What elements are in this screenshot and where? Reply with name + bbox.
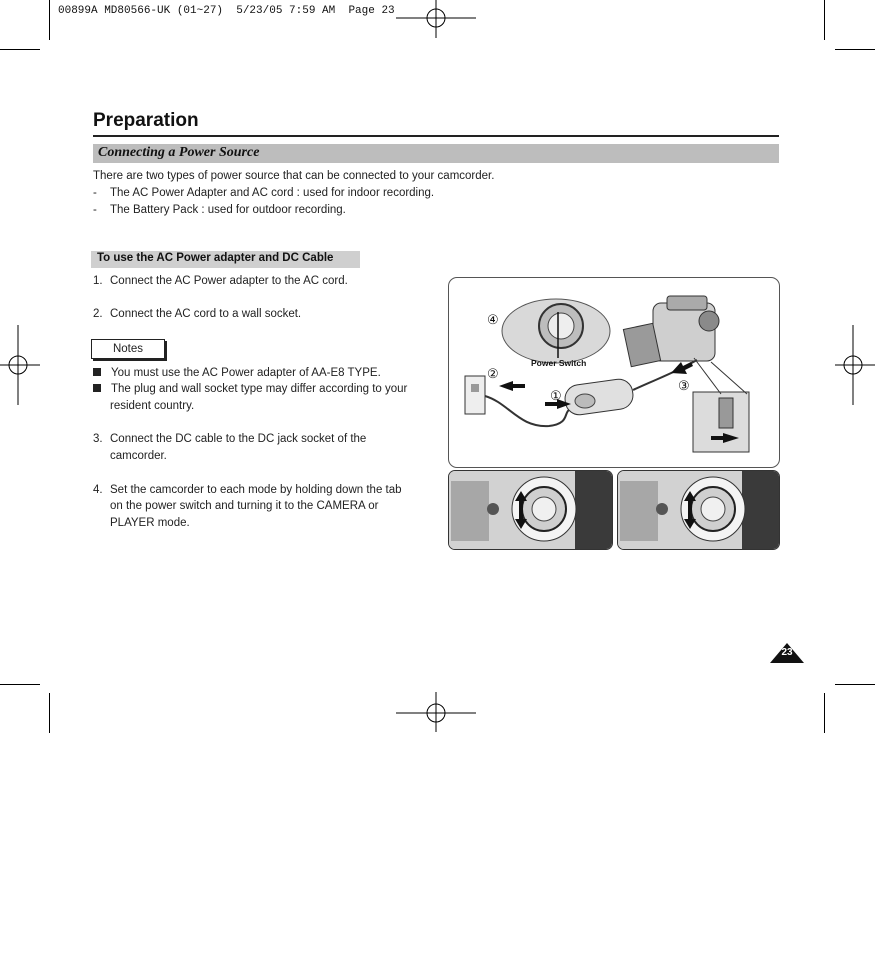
list-item: - The AC Power Adapter and AC cord : used for indoor recording. (93, 187, 435, 199)
registration-mark-left (0, 325, 40, 405)
connection-illustration (448, 277, 780, 468)
square-bullet-icon (93, 384, 101, 392)
crop-mark (49, 0, 50, 40)
note-item (93, 381, 407, 398)
list-item-text: The Battery Pack : used for outdoor recording. (110, 204, 346, 216)
step-text-continued: camcorder. (110, 450, 167, 462)
step-marker-1: ① (550, 388, 562, 403)
step-marker-3: ③ (678, 378, 690, 393)
title-rule (93, 135, 779, 137)
step-marker-4: ④ (487, 312, 499, 327)
page-number: 23 (781, 647, 793, 658)
page-title: Preparation (93, 110, 199, 131)
step-3 (93, 431, 366, 448)
note-text: The plug and wall socket type may differ according to your (111, 383, 408, 395)
crop-mark (824, 0, 825, 40)
registration-mark-bottom (396, 692, 476, 732)
section-title: Connecting a Power Source (98, 145, 260, 160)
power-switch-dial-diagram (449, 471, 612, 549)
power-switch-label: Power Switch (531, 358, 587, 368)
intro-text: There are two types of power source that can be connected to your camcorder. (93, 170, 495, 182)
list-item-text: The AC Power Adapter and AC cord : used for indoor recording. (110, 187, 435, 199)
step-text-continued: on the power switch and turning it to the CAMERA or (110, 500, 379, 512)
step-1 (93, 273, 348, 290)
step-number: 4. (93, 484, 103, 496)
note-item (93, 365, 381, 382)
note-text-continued: resident country. (110, 400, 195, 412)
step-text: Connect the DC cable to the DC jack socket of the (110, 433, 367, 445)
crop-mark (835, 49, 875, 50)
step-text-continued: PLAYER mode. (110, 517, 190, 529)
step-2 (93, 306, 301, 323)
registration-mark-top (396, 0, 476, 38)
notes-label: Notes (91, 339, 165, 359)
step-number: 1. (93, 275, 103, 287)
crop-mark (0, 684, 40, 685)
step-4 (93, 482, 402, 499)
power-switch-dial-diagram (618, 471, 779, 549)
subsection-title: To use the AC Power adapter and DC Cable (97, 252, 334, 264)
step-text: Set the camcorder to each mode by holding down the tab (110, 484, 402, 496)
crop-mark (0, 49, 40, 50)
crop-mark (49, 693, 50, 733)
crop-mark (824, 693, 825, 733)
note-text: You must use the AC Power adapter of AA-E8 TYPE. (111, 367, 381, 379)
step-text: Connect the AC cord to a wall socket. (110, 308, 302, 320)
step-number: 3. (93, 433, 103, 445)
print-header: 00899A MD80566-UK (01~27) 5/23/05 7:59 AM Page 23 (58, 5, 395, 17)
step-text: Connect the AC Power adapter to the AC cord. (110, 275, 348, 287)
registration-mark-right (835, 325, 875, 405)
power-switch-photo-left (448, 470, 613, 550)
step-number: 2. (93, 308, 103, 320)
list-item: - The Battery Pack : used for outdoor recording. (93, 204, 346, 216)
crop-mark (835, 684, 875, 685)
square-bullet-icon (93, 368, 101, 376)
step-marker-2: ② (487, 366, 499, 381)
power-switch-photo-right (617, 470, 780, 550)
